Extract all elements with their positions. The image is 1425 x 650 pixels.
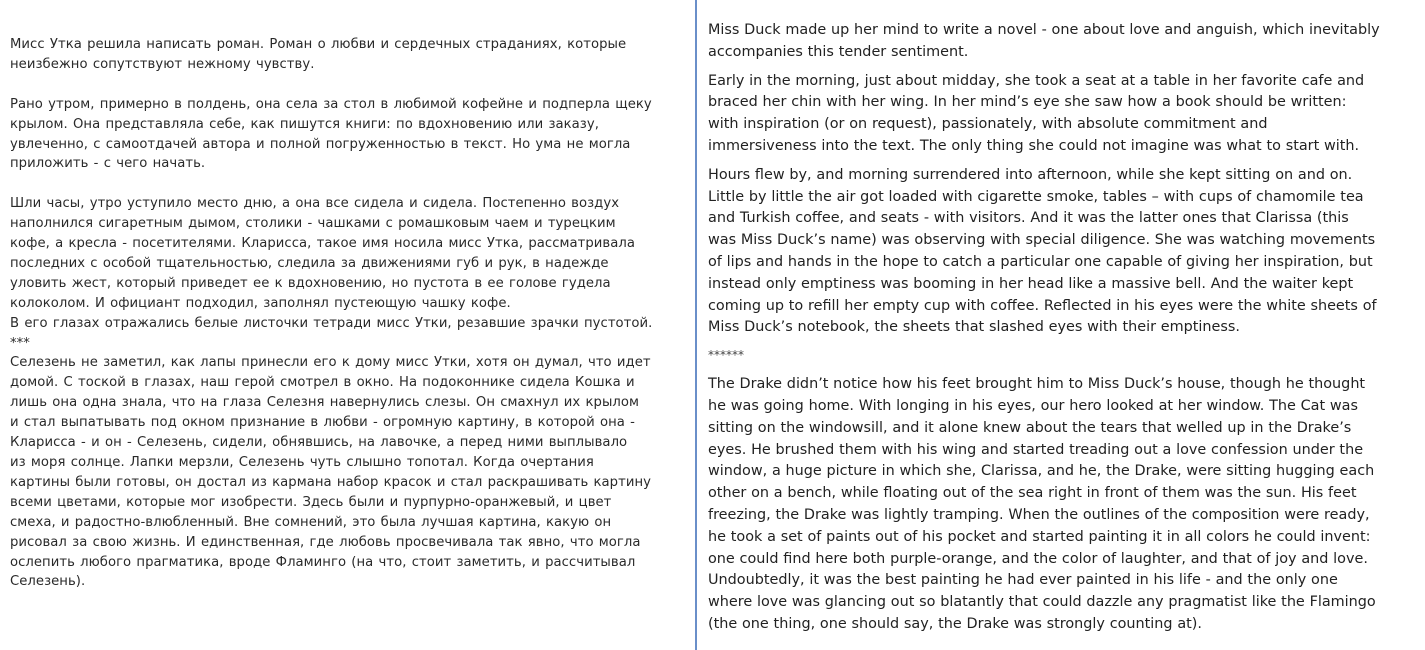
ru-paragraph-1 [10, 35, 695, 75]
text-line: Рано утром, примерно в полдень, она села за стол в любимой кофейне и подперла щеку [10, 96, 652, 112]
text-line: приложить - с чего начать. [10, 156, 206, 172]
text-line: колоколом. И официант подходил, заполнял пустеющую чашку кофе. [10, 295, 511, 311]
en-paragraph-4 [708, 374, 1425, 636]
text-line: В его глазах отражались белые листочки тетради мисс Утки, резавшие зрачки пустотой. [10, 315, 653, 331]
text-line: Мисс Утка решила написать роман. Роман о любви и сердечных страданиях, которые [10, 37, 627, 52]
text-line: where love was glancing out so blatantly that could dazzle any pragmatist like the Flamingo [708, 594, 1376, 611]
text-line: he was going home. With longing in his eyes, our hero looked at her window. The Cat was [708, 397, 1359, 414]
text-line: instead only emptiness was booming in her head like a massive bell. And the waiter kept [708, 275, 1354, 292]
text-line: кофе, а кресла - посетителями. Кларисса, такое имя носила мисс Утка, рассматривала [10, 236, 635, 252]
text-line: The Drake didn’t notice how his feet brought him to Miss Duck’s house, though he thought [708, 376, 1366, 393]
text-line: картины были готовы, он достал из кармана набор красок и стал раскрашивать картину [10, 474, 651, 490]
text-line: sitting on the windowsill, and it alone knew about the tears that welled up in the Drake’s [708, 419, 1352, 436]
section-separator: *** [10, 335, 30, 351]
text-line: всеми цветами, которые мог изобрести. Здесь были и пурпурно-оранжевый, и цвет [10, 494, 612, 510]
russian-text-pane[interactable] [0, 0, 695, 650]
text-line: Little by little the air got loaded with cigarette smoke, tables – with cups of chamomile tea [708, 188, 1364, 205]
en-paragraph-2 [708, 71, 1425, 158]
en-paragraph-3 [708, 165, 1425, 339]
text-line: Early in the morning, just about midday, she took a seat at a table in her favorite cafe and [708, 72, 1365, 89]
text-line: and Turkish coffee, and seats - with visitors. And it was the latter ones that Clarissa (this [708, 210, 1349, 227]
text-line: with inspiration (or on request), passionately, with absolute commitment and [708, 116, 1268, 133]
text-line: other on a bench, while floating out of the sea right in front of them was the sun. His feet [708, 485, 1357, 502]
text-line: неизбежно сопутствуют нежному чувству. [10, 56, 315, 72]
text-line: смеха, и радостно-влюбленный. Вне сомнений, это была лучшая картина, какую он [10, 514, 612, 530]
text-line: домой. С тоской в глазах, наш герой смотрел в окно. На подоконнике сидела Кошка и [10, 375, 635, 391]
text-line: he took a set of paints out of his pocket and started painting it in all colors he could invent: [708, 528, 1371, 545]
text-line: one could find here both purple-orange, and the color of laughter, and that of joy and love. [708, 550, 1368, 567]
text-line: Miss Duck’s notebook, the sheets that slashed eyes with their emptiness. [708, 319, 1240, 336]
text-line: freezing, the Drake was lightly tramping. When the outlines of the composition were ready, [708, 506, 1370, 523]
text-line: Hours flew by, and morning surrendered into afternoon, while she kept sitting on and on. [708, 166, 1353, 183]
text-line: (the one thing, one should say, the Drake was strongly counting at). [708, 615, 1202, 632]
text-line: accompanies this tender sentiment. [708, 43, 969, 60]
text-line: увлеченно, с самоотдачей автора и полной погруженностью в текст. Но ума не могла [10, 136, 631, 152]
text-line: рисовал за свою жизнь. И единственная, где любовь просвечивала так явно, что могла [10, 534, 641, 550]
text-line: наполнился сигаретным дымом, столики - чашками с ромашковым чаем и турецким [10, 216, 616, 232]
text-line: was Miss Duck’s name) was observing with special diligence. She was watching movements [708, 232, 1376, 249]
english-text-pane[interactable] [697, 0, 1425, 650]
text-line: immersiveness into the text. The only thing she could not imagine was what to start with. [708, 137, 1360, 154]
text-line: eyes. He brushed them with his wing and started treading out a love confession under the [708, 441, 1364, 458]
section-separator: ****** [708, 348, 744, 363]
text-line: уловить жест, который приведет ее к вдохновению, но пустота в ее голове гудела [10, 275, 611, 291]
ru-paragraph-3 [10, 194, 695, 592]
text-line: и стал выпатывать под окном признание в любви - огромную картину, в которой она - [10, 415, 635, 431]
text-line: window, a huge picture in which she, Clarissa, and he, the Drake, were sitting hugging each [708, 463, 1375, 480]
text-line: последних с особой тщательностью, следила за движениями губ и рук, в надежде [10, 255, 609, 271]
text-line: braced her chin with her wing. In her mind’s eye she saw how a book should be written: [708, 94, 1347, 111]
text-line: ослепить любого прагматика, вроде Фламинго (на что, стоит заметить, и рассчитывал [10, 554, 636, 570]
en-paragraph-1 [708, 20, 1425, 64]
text-line: Undoubtedly, it was the best painting he had ever painted in his life - and the only one [708, 572, 1338, 589]
text-line: Шли часы, утро уступило место дню, а она все сидела и сидела. Постепенно воздух [10, 196, 620, 212]
text-line: лишь она одна знала, что на глаза Селезня навернулись слезы. Он смахнул их крылом [10, 395, 639, 411]
text-line: из моря солнце. Лапки мерзли, Селезень чуть слышно топотал. Когда очертания [10, 455, 594, 470]
text-line: Селезень не заметил, как лапы принесли его к дому мисс Утки, хотя он думал, что идет [10, 355, 651, 371]
ru-paragraph-2 [10, 95, 695, 175]
text-line: coming up to refill her empty cup with coffee. Reflected in his eyes were the white sheets of [708, 297, 1377, 314]
text-line: Кларисса - и он - Селезень, сидели, обнявшись, на лавочке, а перед ними выплывало [10, 435, 628, 451]
text-line: Miss Duck made up her mind to write a novel - one about love and anguish, which inevitably [708, 22, 1380, 38]
text-line: of lips and hands in the hope to catch a particular one capable of giving her inspiration, but [708, 253, 1373, 270]
text-line: крылом. Она представляла себе, как пишутся книги: по вдохновению или заказу, [10, 116, 599, 132]
text-line: Селезень). [10, 574, 86, 590]
